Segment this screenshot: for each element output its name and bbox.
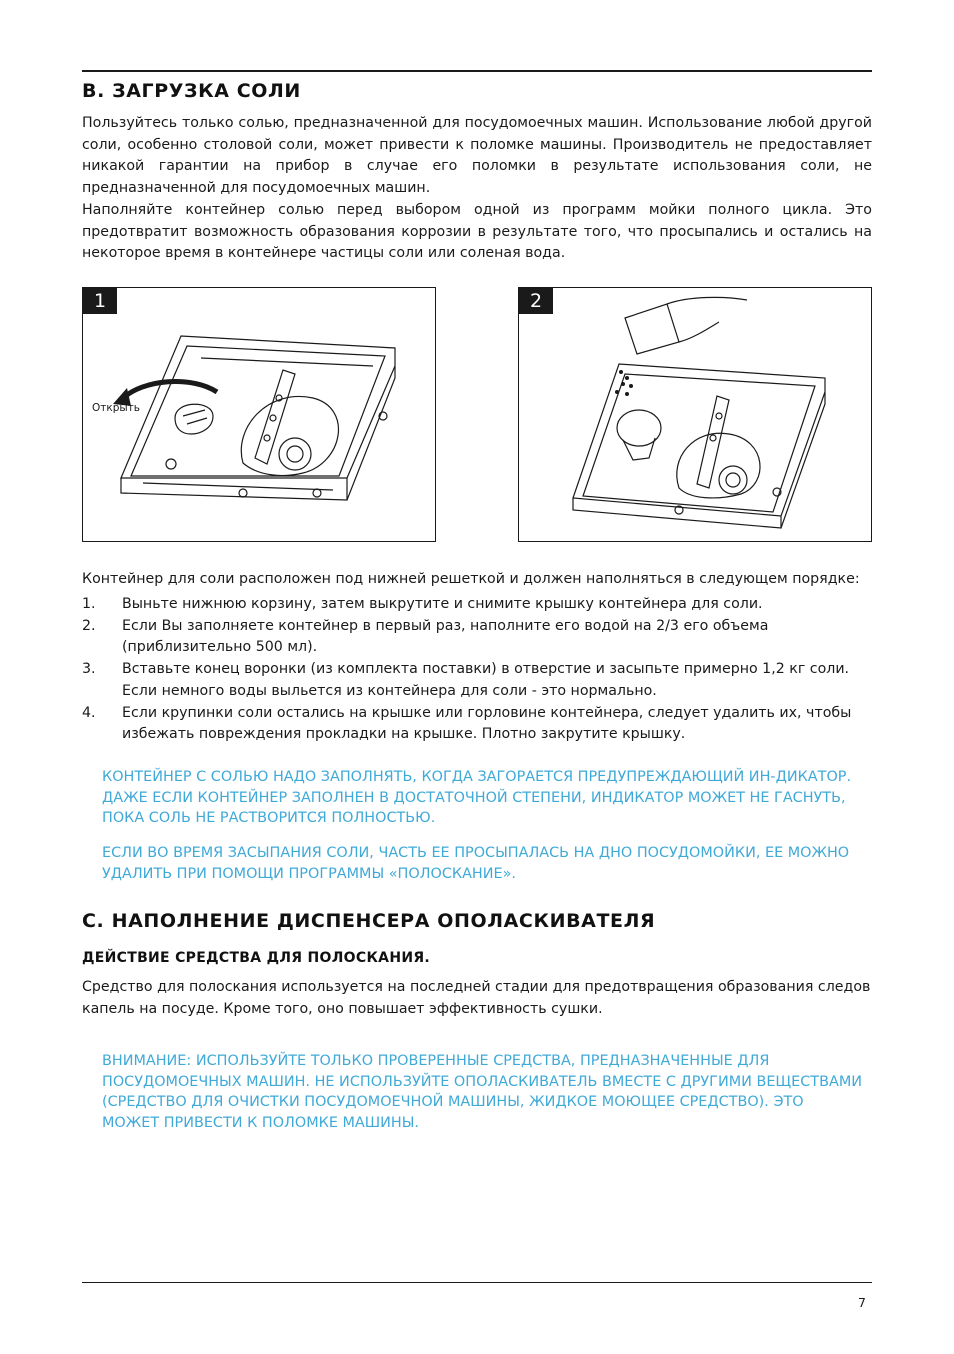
step-number: 4. — [82, 704, 96, 721]
note-spilled-salt: ЕСЛИ ВО ВРЕМЯ ЗАСЫПАНИЯ СОЛИ, ЧАСТЬ ЕЕ ПРОСЫПАЛАСЬ НА ДНО ПОСУДОМОЙКИ, ЕЕ МОЖНО УДАЛИТЬ ПРИ ПОМОЩИ ПРОГРАММЫ «ПОЛОСКАНИЕ». — [102, 845, 850, 882]
step-text: Выньте нижнюю корзину, затем выкрутите и снимите крышку контейнера для соли. — [122, 596, 763, 612]
figure-1 — [82, 287, 436, 542]
step-text: Если крупинки соли остались на крышке или горловине контейнера, следует удалить их, чтобы избежать повреждения прокладки на крышке. Плотно закрутите крышку. — [122, 704, 852, 743]
step-4 — [82, 703, 882, 746]
step-number: 3. — [82, 661, 96, 678]
procedure-intro: Контейнер для соли расположен под нижней решеткой и должен наполняться в следующем порядке: — [82, 571, 860, 587]
note-warning-detergents: ВНИМАНИЕ: ИСПОЛЬЗУЙТЕ ТОЛЬКО ПРОВЕРЕННЫЕ СРЕДСТВА, ПРЕДНАЗНАЧЕННЫЕ ДЛЯ ПОСУДОМОЕЧНЫХ МАШИН. НЕ ИСПОЛЬЗУЙТЕ ОПОЛАСКИВАТЕЛЬ ВМЕСТЕ С ДРУГИМИ ВЕЩЕСТВАМИ (СРЕДСТВО ДЛЯ ОЧИСТКИ ПОСУДОМОЕЧНОЙ МАШИНЫ, ЖИДКОЕ МОЮЩЕЕ СРЕДСТВО). ЭТО МОЖЕТ ПРИВЕСТИ К ПОЛОМКЕ МАШИНЫ. — [102, 1053, 862, 1131]
step-2 — [82, 616, 882, 659]
section-c-title: C. НАПОЛНЕНИЕ ДИСПЕНСЕРА ОПОЛАСКИВАТЕЛЯ — [82, 910, 656, 932]
step-1 — [82, 594, 882, 616]
figure-2 — [518, 287, 872, 542]
figure-1-open-label: Открыть — [92, 402, 140, 414]
section-b-title: B. ЗАГРУЗКА СОЛИ — [82, 80, 301, 102]
figure-1-number: 1 — [83, 288, 117, 314]
page-number: 7 — [858, 1295, 866, 1310]
figure-2-illustration — [519, 288, 871, 541]
section-c-subtitle: ДЕЙСТВИЕ СРЕДСТВА ДЛЯ ПОЛОСКАНИЯ. — [82, 950, 431, 966]
step-3 — [82, 659, 882, 702]
section-b-paragraph-2: Наполняйте контейнер солью перед выбором одной из программ мойки полного цикла. Это предотвратит возможность образования коррозии в результате того, что просыпались и остались на некоторое время в контейнере частицы соли или соленая вода. — [82, 202, 872, 262]
section-b-paragraph-1: Пользуйтесь только солью, предназначенной для посудомоечных машин. Использование любой другой соли, особенно столовой соли, может привести к поломке машины. Производитель не предоставляет никакой гарантии на прибор в случае его поломки в результате использования соли, не предназначенной для посудомоечных машин. — [82, 115, 872, 197]
bottom-rule — [82, 1282, 872, 1283]
procedure-steps — [82, 594, 882, 746]
step-number: 2. — [82, 617, 96, 634]
figure-2-number: 2 — [519, 288, 553, 314]
top-rule — [82, 70, 872, 72]
note-salt-indicator: КОНТЕЙНЕР С СОЛЬЮ НАДО ЗАПОЛНЯТЬ, КОГДА ЗАГОРАЕТСЯ ПРЕДУПРЕЖДАЮЩИЙ ИН-ДИКАТОР. ДАЖЕ ЕСЛИ КОНТЕЙНЕР ЗАПОЛНЕН В ДОСТАТОЧНОЙ СТЕПЕНИ, ИНДИКАТОР МОЖЕТ НЕ ГАСНУТЬ, ПОКА СОЛЬ НЕ РАСТВОРИТСЯ ПОЛНОСТЬЮ. — [102, 769, 852, 826]
step-number: 1. — [82, 596, 96, 612]
step-text: Вставьте конец воронки (из комплекта поставки) в отверстие и засыпьте примерно 1,2 кг соли. Если немного воды выльется из контейнера для соли - это нормально. — [122, 661, 850, 699]
step-text: Если Вы заполняете контейнер в первый раз, наполните его водой на 2/3 его объема (приблизительно 500 мл). — [122, 617, 769, 656]
section-c-paragraph: Средство для полоскания используется на последней стадии для предотвращения образования следов капель на посуде. Кроме того, оно повышает эффективность сушки. — [82, 979, 871, 1017]
figure-1-illustration — [83, 288, 435, 541]
